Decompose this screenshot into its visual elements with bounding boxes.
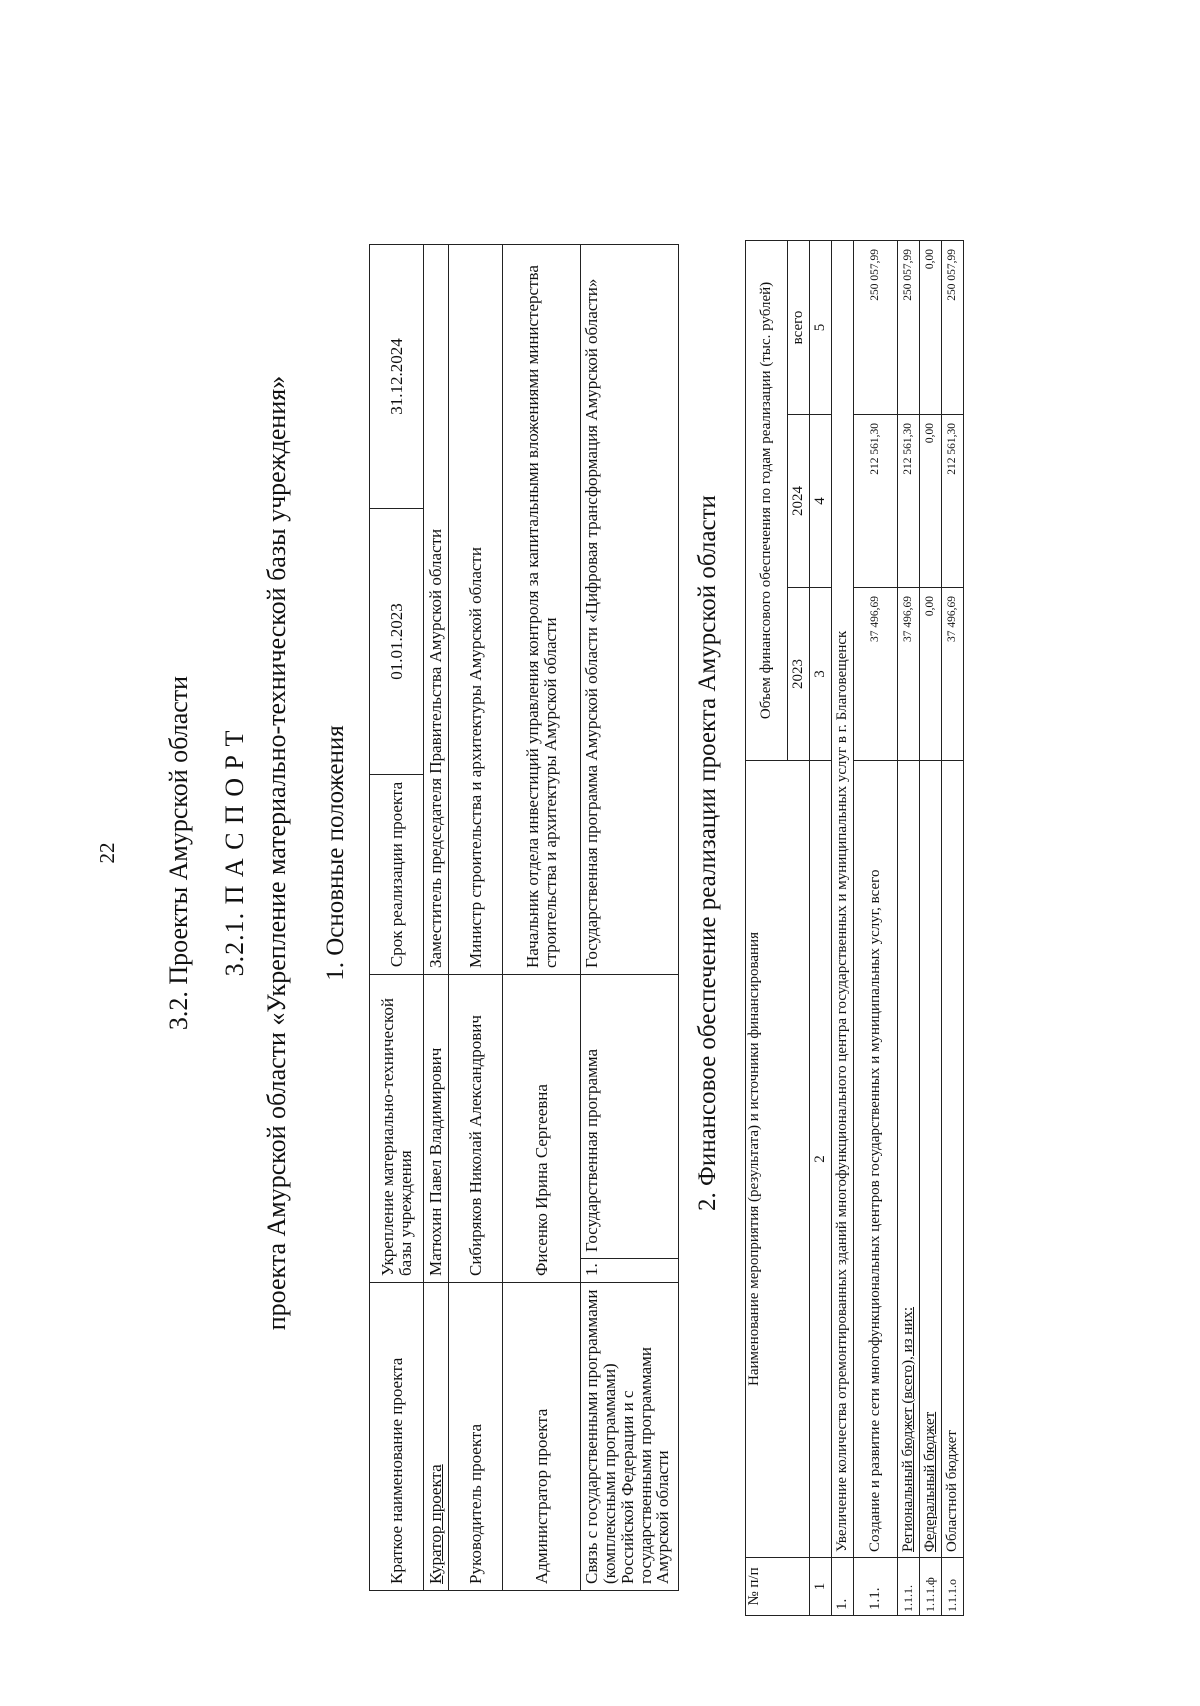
table-row xyxy=(746,240,788,1615)
row-value-total: 0,00 xyxy=(920,240,942,414)
table-row xyxy=(942,240,964,1615)
table-row xyxy=(898,240,920,1615)
leader-position: Министр строительства и архитектуры Амурской области xyxy=(449,244,503,974)
table-row xyxy=(581,244,679,1590)
row-value-2023: 37 496,69 xyxy=(854,588,898,761)
row-name: Региональный бюджет (всего), из них: xyxy=(898,761,920,1558)
curator-name: Матюхин Павел Владимирович xyxy=(424,974,449,1282)
row-value-2024: 212 561,30 xyxy=(942,415,964,588)
task-title: Увеличение количества отремонтированных зданий многофункционального центра государственных и муниципальных услуг в г. Благовещенск xyxy=(832,240,854,1557)
admin-position: Начальник отдела инвестиций управления контроля за капитальными вложениями министерства строительства и архитектуры Амурской области xyxy=(503,244,581,974)
row-name: Создание и развитие сети многофункциональных центров государственных и муниципальных услуг, всего xyxy=(854,761,898,1558)
row-value-2024: 0,00 xyxy=(920,415,942,588)
hdr-num: № п/п xyxy=(746,1558,810,1616)
link-value: Государственная программа Амурской области «Цифровая трансформация Амурской области» xyxy=(581,244,679,974)
table-row xyxy=(370,244,424,1590)
table-row xyxy=(449,244,503,1590)
link-type: Государственная программа xyxy=(581,974,679,1258)
table-row xyxy=(810,240,832,1615)
col-num-1: 1 xyxy=(810,1558,832,1616)
term-end: 31.12.2024 xyxy=(370,244,424,508)
row-num: 1.1.1.о xyxy=(942,1558,964,1616)
row-value-total: 250 057,99 xyxy=(854,240,898,414)
table-row xyxy=(503,244,581,1590)
finance-heading: 2. Финансовое обеспечение реализации проекта Амурской области xyxy=(694,495,721,1211)
link-num: 1. xyxy=(581,1259,679,1283)
finance-table xyxy=(745,240,964,1616)
row-name: Федеральный бюджет xyxy=(920,761,942,1558)
basics-table xyxy=(369,244,679,1591)
section-heading: 3.2. Проекты Амурской области xyxy=(164,675,193,1031)
curator-position: Заместитель председателя Правительства Амурской области xyxy=(424,244,449,974)
table-row xyxy=(920,240,942,1615)
short-name-label: Краткое наименование проекта xyxy=(370,1283,424,1591)
row-num: 1.1. xyxy=(854,1558,898,1616)
leader-label: Руководитель проекта xyxy=(449,1283,503,1591)
col-num-3: 3 xyxy=(810,588,832,761)
short-name-value: Укрепление материально-технической базы учреждения xyxy=(370,974,424,1282)
admin-label: Администратор проекта xyxy=(503,1283,581,1591)
passport-heading: 3.2.1. П А С П О Р Т xyxy=(220,729,249,977)
hdr-total: всего xyxy=(788,240,810,414)
table-row xyxy=(832,240,854,1615)
hdr-year-2023: 2023 xyxy=(788,588,810,761)
row-value-2024: 212 561,30 xyxy=(898,415,920,588)
leader-name: Сибиряков Николай Александрович xyxy=(449,974,503,1282)
row-value-2023: 0,00 xyxy=(920,588,942,761)
project-heading: проекта Амурской области «Укрепление материально-технической базы учреждения» xyxy=(262,375,291,1331)
link-label: Связь с государственными программами (комплексными программами) Российской Федерации и с государственными программами Амурской области xyxy=(581,1283,679,1591)
hdr-volume: Объем финансового обеспечения по годам реализации (тыс. рублей) xyxy=(746,240,788,760)
hdr-year-2024: 2024 xyxy=(788,415,810,588)
row-value-2024: 212 561,30 xyxy=(854,415,898,588)
col-num-5: 5 xyxy=(810,240,832,414)
term-label: Срок реализации проекта xyxy=(370,774,424,974)
hdr-name: Наименование мероприятия (результата) и источники финансирования xyxy=(746,761,810,1558)
row-value-total: 250 057,99 xyxy=(898,240,920,414)
row-value-total: 250 057,99 xyxy=(942,240,964,414)
task-num: 1. xyxy=(832,1558,854,1616)
row-value-2023: 37 496,69 xyxy=(898,588,920,761)
table-row xyxy=(854,240,898,1615)
page-number: 22 xyxy=(95,842,119,864)
curator-label: Куратор проекта xyxy=(424,1283,449,1591)
col-num-2: 2 xyxy=(810,761,832,1558)
row-value-2023: 37 496,69 xyxy=(942,588,964,761)
col-num-4: 4 xyxy=(810,415,832,588)
row-num: 1.1.1. xyxy=(898,1558,920,1616)
row-name: Областной бюджет xyxy=(942,761,964,1558)
row-num: 1.1.1.ф xyxy=(920,1558,942,1616)
admin-name: Фисенко Ирина Сергеевна xyxy=(503,974,581,1282)
term-start: 01.01.2023 xyxy=(370,508,424,774)
basics-heading: 1. Основные положения xyxy=(322,725,349,981)
table-row xyxy=(424,244,449,1590)
